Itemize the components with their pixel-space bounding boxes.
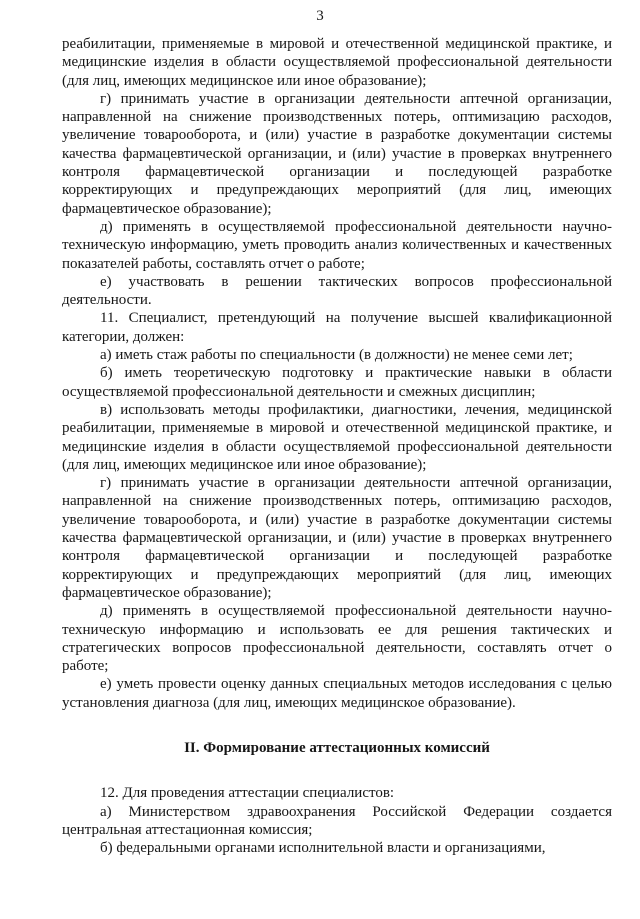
paragraph-item-e-2: е) уметь провести оценку данных специальных методов исследования с целью установления диагноза (для лиц, имеющих медицинское образование). <box>62 676 612 711</box>
paragraph-item-g-2: г) принимать участие в организации деятельности аптечной организации, направленной на снижение производственных потерь, оптимизацию расходов, увеличение товарооборота, и (или) участие в разработке документации системы качества фармацевтической организации, и (или) участие в проверках внутреннего контроля фармацевтической организации и последующей разработке корректирующих и предупреждающих мероприятий (для лиц, имеющих фармацевтическое образование); <box>62 475 612 601</box>
paragraph-continuation: реабилитации, применяемые в мировой и отечественной медицинской практике, и медицинские изделия в области осуществляемой профессиональной деятельности (для лиц, имеющих медицинское или иное образование); <box>62 36 612 89</box>
paragraph-item-e: е) участвовать в решении тактических вопросов профессиональной деятельности. <box>62 273 612 309</box>
paragraph-item-a: а) иметь стаж работы по специальности (в должности) не менее семи лет; <box>100 347 573 364</box>
paragraph-clause-12: 12. Для проведения аттестации специалистов: <box>100 785 395 802</box>
paragraph-item-a-3: а) Министерством здравоохранения Российской Федерации создается центральная аттестационная комиссия; <box>62 803 612 838</box>
page-number: 3 <box>316 8 324 24</box>
paragraph-item-d: д) применять в осуществляемой профессиональной деятельности научно-техническую информацию, уметь проводить анализ количественных и качественных показателей работы, составлять отчет о работе; <box>62 218 612 272</box>
paragraph-item-b-3: б) федеральными органами исполнительной власти и организациями, <box>100 840 546 857</box>
paragraph-item-v: в) использовать методы профилактики, диагностики, лечения, медицинской реабилитации, применяемые в мировой и отечественной медицинской практике, и медицинские изделия в области осуществляемой профессиональной деятельности (для лиц, имеющих медицинское или иное образование); <box>62 401 612 473</box>
document-body <box>62 35 612 857</box>
paragraph-item-d-2: д) применять в осуществляемой профессиональной деятельности научно-техническую информацию и использовать ее для решения тактических и стратегических вопросов профессиональной деятельности, составлять отчет о работе; <box>62 603 612 675</box>
paragraph-clause-11: 11. Специалист, претендующий на получение высшей квалификационной категории, должен: <box>62 310 612 345</box>
paragraph-item-g: г) принимать участие в организации деятельности аптечной организации, направленной на снижение производственных потерь, оптимизацию расходов, увеличение товарооборота, и (или) участие в разработке документации системы качества фармацевтической организации, и (или) участие в проверках внутреннего контроля фармацевтической организации и последующей разработке корректирующих и предупреждающих мероприятий (для лиц, имеющих фармацевтическое образование); <box>62 90 612 217</box>
paragraph-item-b: б) иметь теоретическую подготовку и практические навыки в области осуществляемой профессиональной деятельности и смежных дисциплин; <box>62 365 612 400</box>
section-heading: II. Формирование аттестационных комиссий <box>184 739 490 756</box>
